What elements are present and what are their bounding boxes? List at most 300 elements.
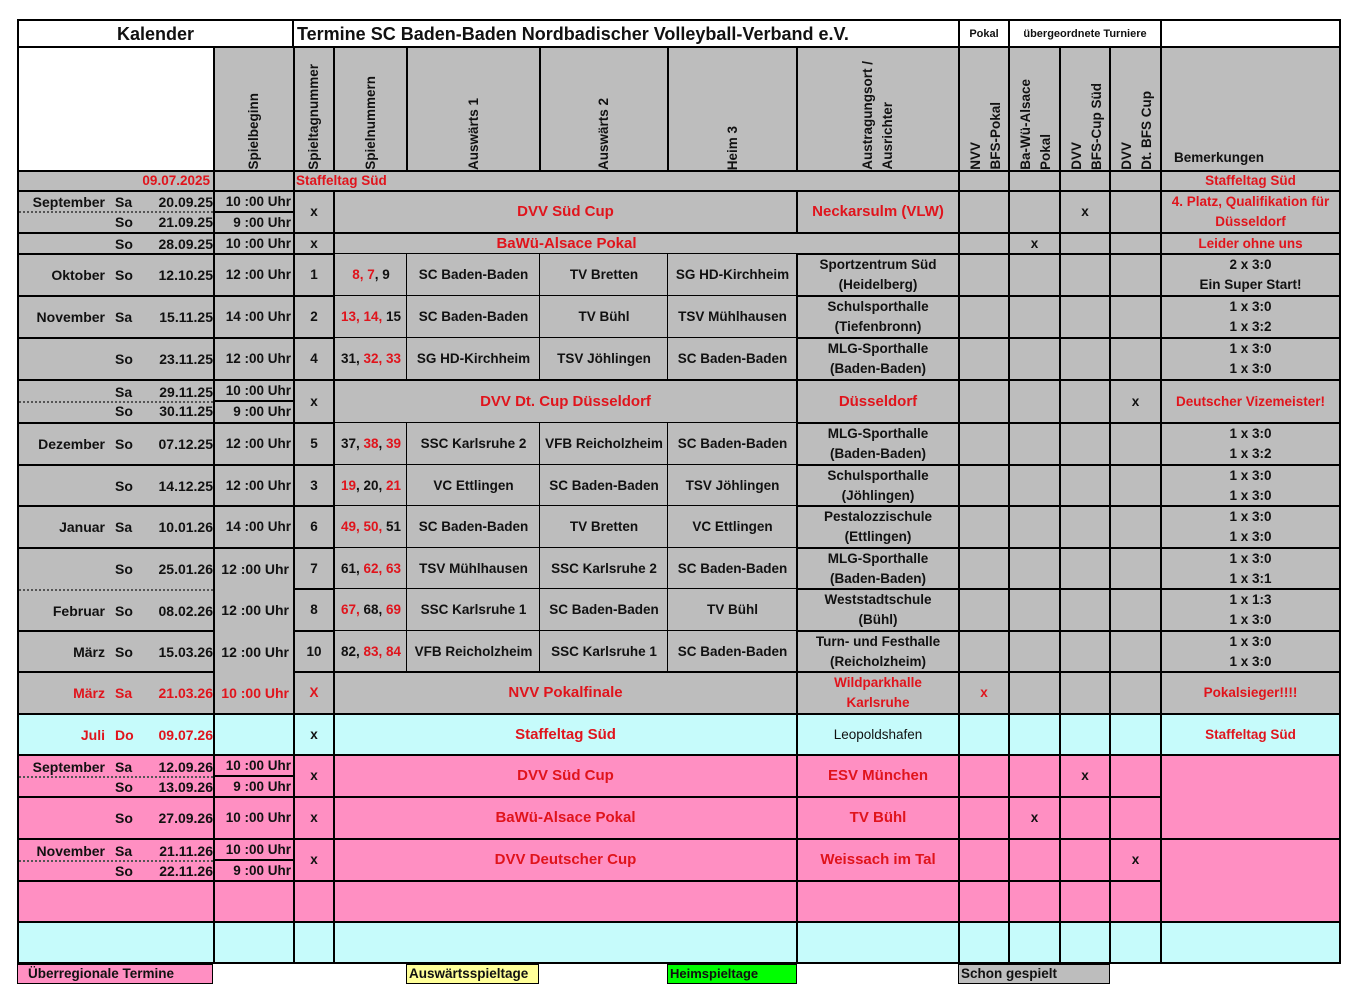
- calendar-line: [19, 517, 215, 537]
- mark-cell: [1109, 547, 1162, 590]
- venue-name: MLG-Sporthalle: [827, 341, 929, 356]
- mark-cell: [1008, 671, 1061, 715]
- calendar-line: [19, 757, 215, 777]
- mark-cell: [1059, 713, 1111, 756]
- empty-cell: [1059, 880, 1111, 923]
- date-text: 21.03.26: [158, 685, 213, 701]
- time-cell: [213, 170, 295, 192]
- day-text: So: [115, 436, 133, 452]
- mark-cell: [1109, 588, 1162, 632]
- calendar-cell: [17, 630, 215, 673]
- time-cell: 14 :00 Uhr: [213, 295, 295, 339]
- day-text: So: [115, 561, 133, 577]
- date-text: 15.11.25: [159, 309, 213, 325]
- spieltagnummer-label: Spieltagnummer: [306, 64, 321, 170]
- venue-cell: Weissach im Tal: [796, 838, 960, 882]
- row-staffeltag-2025-date: [17, 170, 215, 192]
- day-text: So: [115, 779, 133, 795]
- venue-city: (Reicholzheim): [829, 653, 926, 669]
- day-text: Sa: [115, 309, 133, 325]
- spielnummern-label: Spielnummern: [362, 76, 378, 170]
- calendar-line: [19, 401, 215, 421]
- mark-cell: [958, 379, 1010, 424]
- note-line: Düsseldorf: [1215, 214, 1286, 229]
- mark-cell: [958, 505, 1010, 549]
- mark-cell: [958, 547, 1010, 590]
- calendar-line: [19, 841, 215, 861]
- notes-group-header: [1160, 19, 1341, 48]
- time-cell: [213, 713, 295, 756]
- mark-cell-dvv-dt: x: [1109, 838, 1162, 882]
- day-text: So: [115, 214, 133, 230]
- legend-gespielt: Schon gespielt: [958, 964, 1110, 984]
- month-text: November: [36, 309, 105, 325]
- auswaerts1-label: Auswärts 1: [465, 97, 481, 170]
- event-cell: [333, 232, 960, 255]
- heim3-cell: TSV Jöhlingen: [667, 464, 798, 507]
- venue-city: (Bühl): [858, 612, 898, 627]
- empty-cell: [333, 921, 798, 964]
- time-cell: 9 :00 Uhr: [213, 211, 295, 234]
- calendar-line: [19, 307, 215, 327]
- venue-city: (Baden-Baden): [829, 570, 926, 586]
- mark-cell: [1109, 713, 1162, 756]
- auswaerts2-cell: TV Bretten: [539, 253, 669, 297]
- note-line: 4. Platz, Qualifikation für: [1171, 194, 1330, 209]
- spieltag-cell: x: [293, 190, 335, 234]
- venue-cell: [796, 630, 960, 673]
- event-cell: DVV Süd Cup: [333, 754, 798, 798]
- bawue-pokal-label: Pokal: [1038, 133, 1053, 170]
- game-numbers-cell: 19 , 20, 21: [333, 464, 408, 507]
- heim3-label: Heim 3: [724, 125, 740, 170]
- venue-city: (Tiefenbronn): [834, 319, 922, 334]
- note-cell: Staffeltag Süd: [1160, 713, 1341, 756]
- date-text: 21.11.26: [159, 843, 213, 859]
- time-cell: 12 :00 Uhr: [213, 464, 295, 507]
- note-line: 1 x 3:0: [1229, 653, 1272, 669]
- time-cell: 10 :00 Uhr: [213, 754, 295, 777]
- column-header-auswaerts1: [406, 46, 541, 172]
- auswaerts1-cell: VFB Reicholzheim: [406, 630, 541, 673]
- column-header-dvv-dt: [1109, 46, 1162, 172]
- day-text: So: [115, 863, 133, 879]
- day-text: So: [115, 644, 133, 660]
- calendar-line: [19, 234, 215, 254]
- spieltag-cell: 6: [293, 505, 335, 549]
- note-cell: [1160, 422, 1341, 466]
- mark-cell: [1109, 630, 1162, 673]
- calendar-cell: [17, 379, 215, 424]
- spieltag-cell: 7: [293, 547, 335, 590]
- time-cell: 10 :00 Uhr: [213, 190, 295, 213]
- auswaerts1-cell: SC Baden-Baden: [406, 505, 541, 549]
- day-text: So: [115, 603, 133, 619]
- day-text: So: [115, 403, 133, 419]
- venue-city: (Heidelberg): [838, 277, 918, 292]
- note-line: 1 x 3:2: [1229, 319, 1272, 334]
- auswaerts1-cell: SSC Karlsruhe 1: [406, 588, 541, 632]
- note-line: 1 x 3:0: [1229, 487, 1272, 503]
- nvv-label: NVV: [968, 142, 983, 170]
- column-header-bemerkungen: Bemerkungen: [1160, 46, 1341, 172]
- empty-cell: [293, 921, 335, 964]
- month-text: März: [73, 685, 105, 701]
- auswaerts2-cell: TV Bretten: [539, 505, 669, 549]
- note-line: 1 x 3:1: [1229, 570, 1272, 586]
- venue-city: (Baden-Baden): [829, 361, 926, 376]
- auswaerts1-cell: TSV Mühlhausen: [406, 547, 541, 590]
- note-line: 1 x 3:0: [1229, 426, 1272, 441]
- time-text: 12 :00 Uhr: [221, 602, 289, 618]
- austragungsort-labels: [858, 48, 898, 170]
- column-header-spieltagnummer: [293, 46, 335, 172]
- note-cell: Leider ohne uns: [1160, 232, 1341, 255]
- spieltag-cell: 2: [293, 295, 335, 339]
- note-line: 1 x 1:3: [1229, 592, 1272, 607]
- venue-cell: ESV München: [796, 754, 960, 798]
- month-text: Februar: [52, 603, 105, 619]
- calendar-line: [19, 192, 215, 212]
- column-header-bawue: [1008, 46, 1061, 172]
- date-text: 30.11.25: [159, 403, 213, 419]
- game-numbers-cell: 31, 32, 33: [333, 337, 408, 381]
- venue-name: MLG-Sporthalle: [827, 550, 929, 566]
- empty-cell: [213, 921, 295, 964]
- mark-cell: [1109, 190, 1162, 234]
- mark-cell: [1109, 253, 1162, 297]
- mark-cell: [1109, 170, 1162, 192]
- month-text: Oktober: [51, 267, 105, 283]
- empty-cell: [1008, 880, 1061, 923]
- mark-cell: [1059, 671, 1111, 715]
- date-text: 27.09.26: [158, 810, 213, 826]
- spieltag-cell: x: [293, 379, 335, 424]
- spieltag-cell: X: [293, 671, 335, 715]
- venue-name: Schulsporthalle: [827, 467, 929, 483]
- note-cell: [1160, 754, 1341, 840]
- event-cell: DVV Deutscher Cup: [333, 838, 798, 882]
- date-text: 09.07.26: [158, 727, 213, 743]
- calendar-line: [19, 642, 215, 662]
- day-text: So: [115, 236, 133, 252]
- note-cell: Pokalsieger!!!!: [1160, 671, 1341, 715]
- mark-cell: [1109, 754, 1162, 798]
- event-text: Staffeltag Süd: [296, 173, 387, 188]
- time-cell: 9 :00 Uhr: [213, 400, 295, 424]
- column-header-austragungsort: [796, 46, 960, 172]
- note-cell: [1160, 505, 1341, 549]
- bawue-label: Ba-Wü-Alsace: [1018, 79, 1033, 170]
- heim3-cell: TV Bühl: [667, 588, 798, 632]
- calendar-cell: [17, 253, 215, 297]
- empty-cell: [1160, 921, 1341, 964]
- mark-cell-bawue: x: [1008, 796, 1061, 840]
- game-numbers-cell: 82, 83, 84: [333, 630, 408, 673]
- month-text: Juli: [80, 727, 105, 743]
- mark-cell: [1109, 337, 1162, 381]
- note-cell: Deutscher Vizemeister!: [1160, 379, 1341, 424]
- auswaerts1-cell: VC Ettlingen: [406, 464, 541, 507]
- calendar-cell: [17, 505, 215, 549]
- mark-cell: [958, 754, 1010, 798]
- empty-cell: [1109, 921, 1162, 964]
- mark-cell: [958, 232, 1010, 255]
- spieltag-cell: 8: [293, 588, 335, 632]
- calendar-cell: [17, 464, 215, 507]
- note-line: 1 x 3:0: [1229, 612, 1272, 627]
- event-cell: Staffeltag Süd: [333, 713, 798, 756]
- calendar-header-blank: [17, 46, 215, 172]
- spieltag-cell: 4: [293, 337, 335, 381]
- note-cell: [1160, 295, 1341, 339]
- tournaments-group-header: übergeordnete Turniere: [1008, 19, 1162, 48]
- venue-city: (Ettlingen): [844, 529, 912, 544]
- empty-cell: [958, 880, 1010, 923]
- heim3-cell: SC Baden-Baden: [667, 337, 798, 381]
- mark-cell: [1059, 253, 1111, 297]
- note-line: 1 x 3:0: [1229, 550, 1272, 566]
- mark-cell: [1059, 838, 1111, 882]
- dvv-label: DVV: [1119, 142, 1134, 170]
- note-cell: [1160, 337, 1341, 381]
- bfs-pokal-label: BFS-Pokal: [988, 102, 1003, 170]
- mark-cell: [1109, 232, 1162, 255]
- game-numbers-cell: 37, 38 , 39: [333, 422, 408, 466]
- venue-name: MLG-Sporthalle: [827, 426, 929, 441]
- venue-cell: [796, 295, 960, 339]
- event-cell: DVV Süd Cup: [333, 190, 798, 234]
- mark-cell: [1109, 422, 1162, 466]
- date-text: 20.09.25: [158, 194, 213, 210]
- venue-cell: [796, 253, 960, 297]
- day-text: So: [115, 267, 133, 283]
- auswaerts2-label: Auswärts 2: [596, 97, 611, 170]
- mark-cell: [958, 588, 1010, 632]
- spieltag-cell: 5: [293, 422, 335, 466]
- venue-cell: [796, 547, 960, 590]
- note-line: 1 x 3:0: [1229, 299, 1272, 314]
- pokal-group-header: Pokal: [958, 19, 1010, 48]
- calendar-line: [19, 808, 215, 828]
- date-text: 23.11.25: [159, 351, 213, 367]
- mark-cell: [1109, 796, 1162, 840]
- calendar-line: [19, 476, 215, 496]
- mark-cell: [958, 170, 1010, 192]
- day-text: So: [115, 478, 133, 494]
- calendar-line: [19, 265, 215, 285]
- mark-cell: [1059, 464, 1111, 507]
- venue-name: Wildparkhalle: [834, 675, 922, 690]
- date-text: 07.12.25: [158, 436, 213, 452]
- calendar-cell: [17, 838, 215, 882]
- venue-name: Sportzentrum Süd: [819, 257, 937, 272]
- day-text: Sa: [115, 843, 133, 859]
- time-cell: 9 :00 Uhr: [213, 775, 295, 798]
- mark-cell: [958, 464, 1010, 507]
- heim3-cell: SC Baden-Baden: [667, 422, 798, 466]
- time-cell: 14 :00 Uhr: [213, 505, 295, 549]
- mark-cell: [1008, 190, 1061, 234]
- mark-cell: [1059, 170, 1111, 192]
- page-title: Termine SC Baden-Baden Nordbadischer Volleyball-Verband e.V.: [292, 19, 960, 48]
- note-line: 1 x 3:0: [1229, 361, 1272, 376]
- date-text: 14.12.25: [158, 478, 213, 494]
- calendar-line: [19, 601, 215, 621]
- spieltag-cell: 1: [293, 253, 335, 297]
- date-text: 12.09.26: [158, 759, 213, 775]
- empty-cell: [796, 880, 960, 923]
- calendar-cell: [17, 671, 215, 715]
- mark-cell: [1008, 630, 1061, 673]
- bfs-cup-sued-label: BFS-Cup Süd: [1089, 83, 1104, 170]
- auswaerts2-cell: SSC Karlsruhe 1: [539, 630, 669, 673]
- mark-cell: [958, 190, 1010, 234]
- heim3-cell: VC Ettlingen: [667, 505, 798, 549]
- calendar-cell: [17, 754, 215, 798]
- auswaerts2-cell: TSV Jöhlingen: [539, 337, 669, 381]
- calendar-cell: [17, 190, 215, 234]
- calendar-line: [19, 349, 215, 369]
- calendar-cell: [17, 547, 215, 632]
- month-text: September: [32, 759, 105, 775]
- column-header-spielbeginn: [213, 46, 295, 172]
- calendar-line: [19, 683, 215, 703]
- mark-cell: [1008, 464, 1061, 507]
- time-cell: 10 :00 Uhr: [213, 232, 295, 255]
- empty-cell: [213, 880, 295, 923]
- date-text: 21.09.25: [158, 214, 213, 230]
- day-text: Sa: [115, 384, 133, 400]
- date-text: 10.01.26: [158, 519, 213, 535]
- spieltag-cell: x: [293, 838, 335, 882]
- calendar-line: [19, 777, 215, 797]
- note-cell: [1160, 464, 1341, 507]
- game-numbers-cell: 13, 14, 15: [333, 295, 408, 339]
- empty-cell: [293, 880, 335, 923]
- time-cell: 9 :00 Uhr: [213, 859, 295, 882]
- month-text: Dezember: [38, 436, 105, 452]
- venue-cell: [796, 505, 960, 549]
- time-text: 12 :00 Uhr: [221, 644, 289, 660]
- auswaerts1-cell: SC Baden-Baden: [406, 295, 541, 339]
- month-text: März: [73, 644, 105, 660]
- venue-cell: Neckarsulm (VLW): [796, 190, 960, 234]
- note-cell: [1160, 838, 1341, 924]
- spieltag-cell: x: [293, 232, 335, 255]
- calendar-cell: [17, 337, 215, 381]
- note-line: 1 x 3:0: [1229, 467, 1272, 483]
- calendar-cell: [17, 422, 215, 466]
- note-line: Ein Super Start!: [1199, 277, 1302, 292]
- mark-cell-dvv-sued: x: [1059, 190, 1111, 234]
- mark-cell: [958, 713, 1010, 756]
- day-text: Do: [115, 727, 134, 743]
- note-cell: [1160, 190, 1341, 234]
- empty-cell: [1008, 921, 1061, 964]
- event-text: BaWü-Alsace Pokal: [496, 234, 637, 252]
- note-cell: [1160, 547, 1341, 590]
- spieltag-cell: 10: [293, 630, 335, 673]
- date-text: 25.01.26: [158, 561, 213, 577]
- day-text: Sa: [115, 685, 133, 701]
- mark-cell: [1059, 588, 1111, 632]
- legend-auswaerts: Auswärtsspieltage: [406, 964, 539, 984]
- mark-cell: [1008, 295, 1061, 339]
- venue-cell: [796, 588, 960, 632]
- calendar-line: [19, 434, 215, 454]
- spielbeginn-label: Spielbeginn: [246, 93, 261, 170]
- date-text: 29.11.25: [159, 384, 213, 400]
- note-line: 1 x 3:0: [1229, 341, 1272, 356]
- auswaerts2-cell: TV Bühl: [539, 295, 669, 339]
- day-text: So: [115, 810, 133, 826]
- time-text: 10 :00 Uhr: [221, 685, 289, 701]
- venue-cell: [796, 337, 960, 381]
- ausrichter-label: Ausrichter: [880, 102, 895, 170]
- calendar-cell: [17, 232, 215, 255]
- day-text: Sa: [115, 519, 133, 535]
- calendar-line: [19, 212, 215, 232]
- time-cell: 12 :00 Uhr: [213, 253, 295, 297]
- auswaerts1-cell: SSC Karlsruhe 2: [406, 422, 541, 466]
- time-cell: 12 :00 Uhr: [213, 422, 295, 466]
- venue-cell: [796, 464, 960, 507]
- event-cell: NVV Pokalfinale: [333, 671, 798, 715]
- calendar-line: [19, 725, 215, 745]
- note-line: 1 x 3:0: [1229, 509, 1272, 524]
- column-header-spielnummern: [333, 46, 408, 172]
- venue-cell: TV Bühl: [796, 796, 960, 840]
- date-text: 15.03.26: [158, 644, 213, 660]
- calendar-line: [19, 559, 215, 579]
- calendar-cell: [17, 713, 215, 756]
- day-text: Sa: [115, 759, 133, 775]
- note-cell: [1160, 253, 1341, 297]
- month-text: November: [36, 843, 105, 859]
- spieltag-cell: x: [293, 754, 335, 798]
- venue-city: Karlsruhe: [846, 695, 910, 710]
- spieltag-cell: x: [293, 796, 335, 840]
- date-text: 09.07.2025: [142, 173, 210, 188]
- empty-cell: [333, 880, 798, 923]
- note-line: 1 x 3:0: [1229, 633, 1272, 649]
- mark-cell: [958, 253, 1010, 297]
- time-cell: 12 :00 Uhr: [213, 337, 295, 381]
- time-cell: 10 :00 Uhr: [213, 379, 295, 402]
- mark-cell: [958, 838, 1010, 882]
- calendar-cell: [17, 796, 215, 840]
- column-header-heim3: [667, 46, 798, 172]
- time-block: [213, 547, 295, 715]
- game-numbers-cell: 8, 7 , 9: [333, 253, 408, 297]
- empty-cell: [1109, 880, 1162, 923]
- heim3-cell: TSV Mühlhausen: [667, 295, 798, 339]
- heim3-cell: SC Baden-Baden: [667, 547, 798, 590]
- mark-cell: [958, 422, 1010, 466]
- time-cell: 10 :00 Uhr: [213, 796, 295, 840]
- note-cell: [1160, 588, 1341, 632]
- date-text: 13.09.26: [158, 779, 213, 795]
- note-text: Staffeltag Süd: [1205, 173, 1296, 188]
- event-cell: DVV Dt. Cup Düsseldorf: [333, 379, 798, 424]
- column-header-auswaerts2: [539, 46, 669, 172]
- calendar-cell: [17, 295, 215, 339]
- mark-cell: [1109, 464, 1162, 507]
- mark-cell: [1008, 547, 1061, 590]
- mark-cell: [958, 337, 1010, 381]
- mark-cell: [1109, 505, 1162, 549]
